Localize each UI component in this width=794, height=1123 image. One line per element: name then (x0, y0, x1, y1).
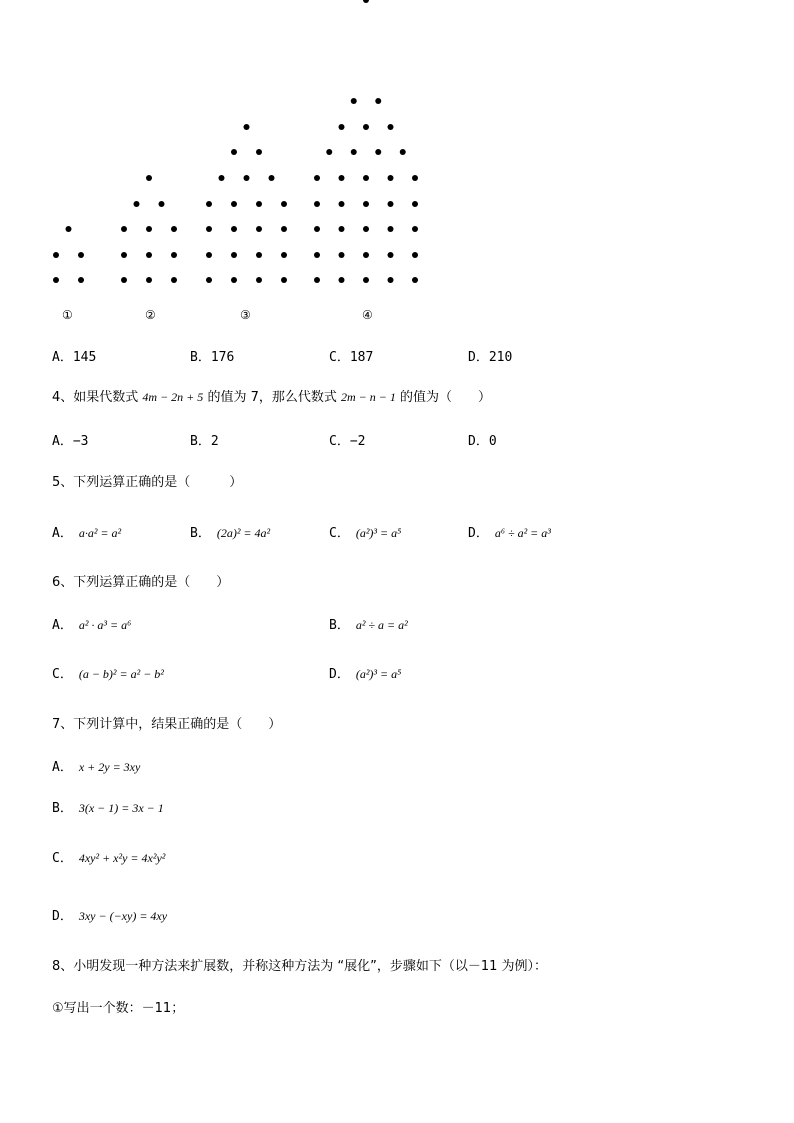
q4-expr-2: 2m − n − 1 (340, 390, 396, 404)
figure-3-dot (256, 252, 262, 258)
q4-expr-1: 4m − 2n + 5 (142, 390, 204, 404)
q7-option-b: B． 3(x − 1) = 3x − 1 (52, 801, 164, 816)
dot-pattern-figure (0, 0, 794, 340)
figure-label-3: ③ (240, 308, 251, 322)
q5-option-d: D． a⁶ ÷ a² = a³ (468, 526, 551, 541)
figure-3-dot (281, 277, 287, 283)
figure-4-dot (388, 252, 394, 258)
figure-2-dot (159, 201, 165, 207)
q8-step-1: ①写出一个数：－11； (52, 1001, 185, 1016)
figure-label-4: ④ (362, 308, 373, 322)
figure-3-dot (256, 201, 262, 207)
figure-4-dot (375, 149, 381, 155)
figure-3-dot (269, 175, 275, 181)
figure-2-dot (146, 252, 152, 258)
figure-label-2: ② (145, 308, 156, 322)
q7-expr-d: 3xy − (−xy) = 4xy (78, 909, 168, 923)
figure-2-dot (146, 226, 152, 232)
figure-4-dot (363, 175, 369, 181)
figure-2-dot (146, 277, 152, 283)
q4-stem-suffix: 的值为（ ） (400, 390, 492, 405)
q7-expr-a: x + 2y = 3xy (78, 760, 141, 774)
figure-4-dot (363, 201, 369, 207)
figure-3-dot (206, 226, 212, 232)
figure-3-dot (206, 277, 212, 283)
figure-4-dot (412, 175, 418, 181)
figure-4-dot (314, 175, 320, 181)
figure-4-dot (339, 201, 345, 207)
figure-4-dot (314, 252, 320, 258)
figure-4-dot (412, 226, 418, 232)
figure-4-dot (400, 149, 406, 155)
figure-4-dot (388, 201, 394, 207)
figure-4-dot (339, 226, 345, 232)
figure-3-dot (244, 124, 250, 130)
q6-option-c: C． (a − b)² = a² − b² (52, 667, 164, 682)
figure-3-dot (256, 277, 262, 283)
q3-option-b: B．176 (190, 350, 235, 365)
figure-4-dot (339, 124, 345, 130)
q7-option-d: D． 3xy − (−xy) = 4xy (52, 909, 168, 924)
q5-option-c: C． (a²)³ = a⁵ (329, 526, 402, 541)
figure-4-dot (388, 277, 394, 283)
q6-option-a: A． a² · a³ = a⁶ (52, 618, 132, 633)
figure-3-dot (219, 175, 225, 181)
q3-option-d: D．210 (468, 350, 513, 365)
figure-3-dot (206, 252, 212, 258)
figure-2-dot (134, 201, 140, 207)
figure-2-dot (121, 252, 127, 258)
figure-4-dot (412, 252, 418, 258)
q7-expr-c: 4xy² + x²y = 4x²y² (78, 851, 166, 865)
q8-stem: 8、小明发现一种方法来扩展数，并称这种方法为 “展化”，步骤如下（以－11 为例）： (52, 959, 548, 974)
q5-stem: 5、下列运算正确的是（ ） (52, 475, 243, 490)
figure-4-dot (388, 226, 394, 232)
figure-2-dot (171, 252, 177, 258)
figure-4-dot (314, 277, 320, 283)
q5-option-b: B． (2a)² = 4a² (190, 526, 271, 541)
q6-expr-a: a² · a³ = a⁶ (78, 618, 132, 632)
figure-2-dot (146, 175, 152, 181)
q4-option-a: A．−3 (52, 434, 89, 449)
figure-3-dot (281, 226, 287, 232)
q4-stem-mid: 的值为 7，那么代数式 (207, 390, 337, 405)
figure-4-dot (351, 149, 357, 155)
q3-option-a: A．145 (52, 350, 97, 365)
q3-option-c: C．187 (329, 350, 374, 365)
figure-4-dot (412, 201, 418, 207)
figure-4-dot (363, 226, 369, 232)
q5-expr-d: a⁶ ÷ a² = a³ (494, 526, 551, 540)
figure-3-dot (281, 252, 287, 258)
q4-option-c: C．−2 (329, 434, 366, 449)
figure-3-dot (231, 277, 237, 283)
figure-2-dot (121, 226, 127, 232)
figure-4-dot (314, 201, 320, 207)
figure-4-dot (375, 98, 381, 104)
figure-1-dot (53, 277, 59, 283)
q7-stem: 7、下列计算中，结果正确的是（ ） (52, 717, 282, 732)
q4-option-b: B．2 (190, 434, 219, 449)
figure-4-dot (388, 175, 394, 181)
q6-stem: 6、下列运算正确的是（ ） (52, 575, 230, 590)
q5-expr-b: (2a)² = 4a² (216, 526, 271, 540)
figure-4-dot (363, 277, 369, 283)
figure-3-dot (231, 226, 237, 232)
figure-3-dot (231, 201, 237, 207)
figure-4-dot (351, 98, 357, 104)
figure-4-dot (339, 252, 345, 258)
q6-option-d: D． (a²)³ = a⁵ (329, 667, 402, 682)
figure-1-dot (53, 252, 59, 258)
figure-3-dot (244, 175, 250, 181)
figure-4-dot (314, 226, 320, 232)
figure-4-dot (339, 175, 345, 181)
q6-option-b: B． a² ÷ a = a² (329, 618, 408, 633)
figure-1-dot (78, 252, 84, 258)
q5-expr-c: (a²)³ = a⁵ (355, 526, 402, 540)
figure-3-dot (206, 201, 212, 207)
q6-expr-b: a² ÷ a = a² (355, 618, 408, 632)
figure-4-dot (363, 0, 369, 3)
figure-4-dot (363, 124, 369, 130)
q7-option-c: C． 4xy² + x²y = 4x²y² (52, 851, 166, 866)
figure-4-dot (326, 149, 332, 155)
q4-stem-prefix: 4、如果代数式 (52, 390, 139, 405)
q6-expr-d: (a²)³ = a⁵ (355, 667, 402, 681)
q7-option-a: A． x + 2y = 3xy (52, 760, 141, 775)
figure-4-dot (412, 277, 418, 283)
q6-expr-c: (a − b)² = a² − b² (78, 667, 164, 681)
q4-stem (52, 386, 491, 405)
q5-expr-a: a·a² = a² (78, 526, 122, 540)
figure-4-dot (363, 252, 369, 258)
figure-1-dot (78, 277, 84, 283)
figure-2-dot (121, 277, 127, 283)
figure-2-dot (171, 226, 177, 232)
figure-1-dot (66, 226, 72, 232)
figure-label-1: ① (62, 308, 73, 322)
figure-4-dot (388, 124, 394, 130)
figure-4-dot (339, 277, 345, 283)
figure-3-dot (231, 149, 237, 155)
figure-2-dot (171, 277, 177, 283)
q5-option-a: A． a·a² = a² (52, 526, 122, 541)
q4-option-d: D．0 (468, 434, 497, 449)
figure-3-dot (256, 149, 262, 155)
q7-expr-b: 3(x − 1) = 3x − 1 (78, 801, 164, 815)
figure-3-dot (231, 252, 237, 258)
figure-3-dot (281, 201, 287, 207)
figure-3-dot (256, 226, 262, 232)
